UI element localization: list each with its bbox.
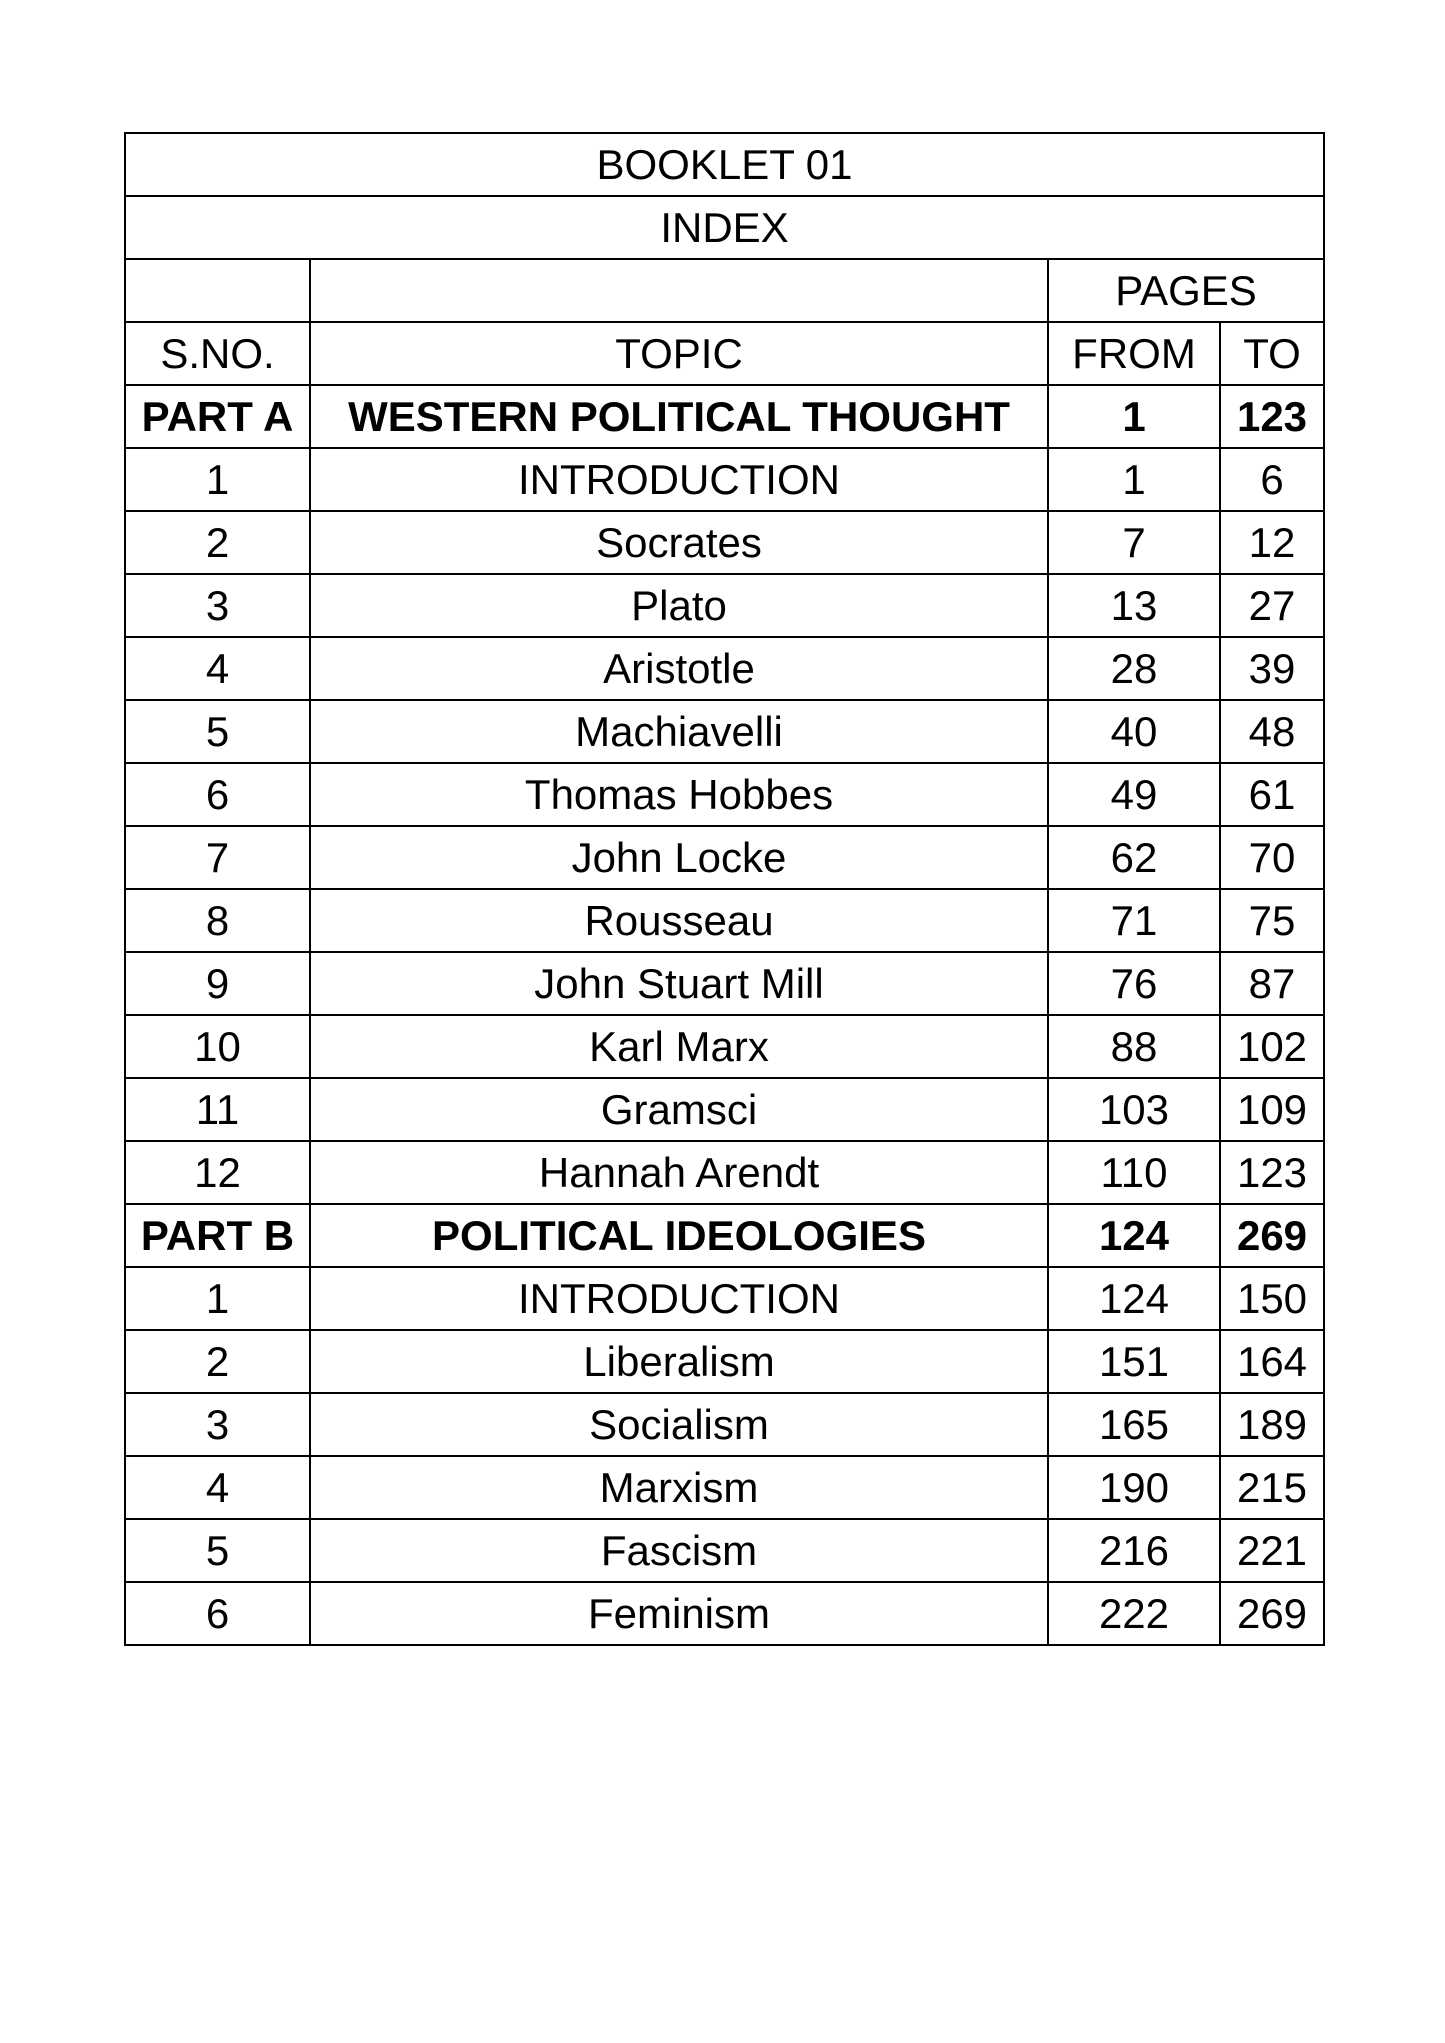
topic-row xyxy=(125,1393,1324,1456)
topic-to-page: 27 xyxy=(1220,574,1324,637)
topic-from-page: 71 xyxy=(1048,889,1220,952)
topic-to-page: 221 xyxy=(1220,1519,1324,1582)
topic-from-page: 124 xyxy=(1048,1267,1220,1330)
index-title-row xyxy=(125,196,1324,259)
topic-row xyxy=(125,637,1324,700)
topic-from-page: 62 xyxy=(1048,826,1220,889)
topic-name: Machiavelli xyxy=(310,700,1048,763)
topic-row xyxy=(125,574,1324,637)
topic-to-page: 75 xyxy=(1220,889,1324,952)
topic-name: Feminism xyxy=(310,1582,1048,1645)
topic-from-page: 190 xyxy=(1048,1456,1220,1519)
topic-to-page: 150 xyxy=(1220,1267,1324,1330)
part-row xyxy=(125,1204,1324,1267)
topic-sno: 10 xyxy=(125,1015,310,1078)
booklet-title-row xyxy=(125,133,1324,196)
topic-to-page: 123 xyxy=(1220,1141,1324,1204)
part-from-page: 1 xyxy=(1048,385,1220,448)
topic-to-page: 70 xyxy=(1220,826,1324,889)
topic-sno: 11 xyxy=(125,1078,310,1141)
topic-sno: 1 xyxy=(125,448,310,511)
topic-row xyxy=(125,952,1324,1015)
topic-row xyxy=(125,511,1324,574)
topic-sno: 4 xyxy=(125,1456,310,1519)
topic-name: Liberalism xyxy=(310,1330,1048,1393)
topic-to-page: 6 xyxy=(1220,448,1324,511)
topic-name: John Locke xyxy=(310,826,1048,889)
part-label: PART A xyxy=(125,385,310,448)
topic-to-page: 102 xyxy=(1220,1015,1324,1078)
topic-header: TOPIC xyxy=(310,322,1048,385)
topic-row xyxy=(125,1519,1324,1582)
to-header: TO xyxy=(1220,322,1324,385)
topic-row xyxy=(125,1582,1324,1645)
topic-sno: 5 xyxy=(125,700,310,763)
topic-row xyxy=(125,1141,1324,1204)
topic-name: Marxism xyxy=(310,1456,1048,1519)
topic-name: Aristotle xyxy=(310,637,1048,700)
index-table xyxy=(124,132,1325,1646)
header-blank-cell xyxy=(125,259,310,322)
topic-to-page: 12 xyxy=(1220,511,1324,574)
topic-from-page: 49 xyxy=(1048,763,1220,826)
topic-from-page: 151 xyxy=(1048,1330,1220,1393)
topic-to-page: 87 xyxy=(1220,952,1324,1015)
index-table-body xyxy=(125,133,1324,1645)
topic-from-page: 76 xyxy=(1048,952,1220,1015)
topic-sno: 6 xyxy=(125,1582,310,1645)
topic-row xyxy=(125,1456,1324,1519)
part-to-page: 269 xyxy=(1220,1204,1324,1267)
column-header-row xyxy=(125,322,1324,385)
topic-from-page: 110 xyxy=(1048,1141,1220,1204)
topic-to-page: 269 xyxy=(1220,1582,1324,1645)
topic-to-page: 39 xyxy=(1220,637,1324,700)
topic-name: Fascism xyxy=(310,1519,1048,1582)
index-title: INDEX xyxy=(125,196,1324,259)
topic-from-page: 216 xyxy=(1048,1519,1220,1582)
topic-row xyxy=(125,1267,1324,1330)
topic-to-page: 48 xyxy=(1220,700,1324,763)
topic-sno: 5 xyxy=(125,1519,310,1582)
topic-sno: 3 xyxy=(125,1393,310,1456)
topic-name: Rousseau xyxy=(310,889,1048,952)
part-row xyxy=(125,385,1324,448)
topic-name: INTRODUCTION xyxy=(310,448,1048,511)
from-header: FROM xyxy=(1048,322,1220,385)
topic-row xyxy=(125,700,1324,763)
topic-sno: 1 xyxy=(125,1267,310,1330)
topic-from-page: 103 xyxy=(1048,1078,1220,1141)
topic-row xyxy=(125,1078,1324,1141)
topic-from-page: 88 xyxy=(1048,1015,1220,1078)
topic-name: Hannah Arendt xyxy=(310,1141,1048,1204)
topic-row xyxy=(125,889,1324,952)
topic-sno: 4 xyxy=(125,637,310,700)
topic-sno: 9 xyxy=(125,952,310,1015)
topic-sno: 7 xyxy=(125,826,310,889)
topic-from-page: 165 xyxy=(1048,1393,1220,1456)
topic-from-page: 7 xyxy=(1048,511,1220,574)
topic-sno: 2 xyxy=(125,511,310,574)
topic-sno: 12 xyxy=(125,1141,310,1204)
topic-name: Socrates xyxy=(310,511,1048,574)
part-to-page: 123 xyxy=(1220,385,1324,448)
topic-sno: 2 xyxy=(125,1330,310,1393)
topic-name: Gramsci xyxy=(310,1078,1048,1141)
part-label: PART B xyxy=(125,1204,310,1267)
topic-name: Thomas Hobbes xyxy=(310,763,1048,826)
topic-row xyxy=(125,448,1324,511)
topic-from-page: 40 xyxy=(1048,700,1220,763)
pages-header-row xyxy=(125,259,1324,322)
topic-from-page: 13 xyxy=(1048,574,1220,637)
topic-to-page: 164 xyxy=(1220,1330,1324,1393)
header-blank-cell xyxy=(310,259,1048,322)
topic-sno: 8 xyxy=(125,889,310,952)
pages-header: PAGES xyxy=(1048,259,1324,322)
topic-row xyxy=(125,1330,1324,1393)
sno-header: S.NO. xyxy=(125,322,310,385)
topic-name: Karl Marx xyxy=(310,1015,1048,1078)
topic-name: INTRODUCTION xyxy=(310,1267,1048,1330)
part-title: POLITICAL IDEOLOGIES xyxy=(310,1204,1048,1267)
part-from-page: 124 xyxy=(1048,1204,1220,1267)
topic-to-page: 189 xyxy=(1220,1393,1324,1456)
part-title: WESTERN POLITICAL THOUGHT xyxy=(310,385,1048,448)
topic-name: Socialism xyxy=(310,1393,1048,1456)
topic-to-page: 109 xyxy=(1220,1078,1324,1141)
topic-sno: 3 xyxy=(125,574,310,637)
topic-name: Plato xyxy=(310,574,1048,637)
topic-row xyxy=(125,1015,1324,1078)
topic-to-page: 61 xyxy=(1220,763,1324,826)
topic-row xyxy=(125,826,1324,889)
topic-from-page: 1 xyxy=(1048,448,1220,511)
topic-to-page: 215 xyxy=(1220,1456,1324,1519)
topic-sno: 6 xyxy=(125,763,310,826)
topic-from-page: 28 xyxy=(1048,637,1220,700)
topic-row xyxy=(125,763,1324,826)
topic-from-page: 222 xyxy=(1048,1582,1220,1645)
booklet-title: BOOKLET 01 xyxy=(125,133,1324,196)
topic-name: John Stuart Mill xyxy=(310,952,1048,1015)
